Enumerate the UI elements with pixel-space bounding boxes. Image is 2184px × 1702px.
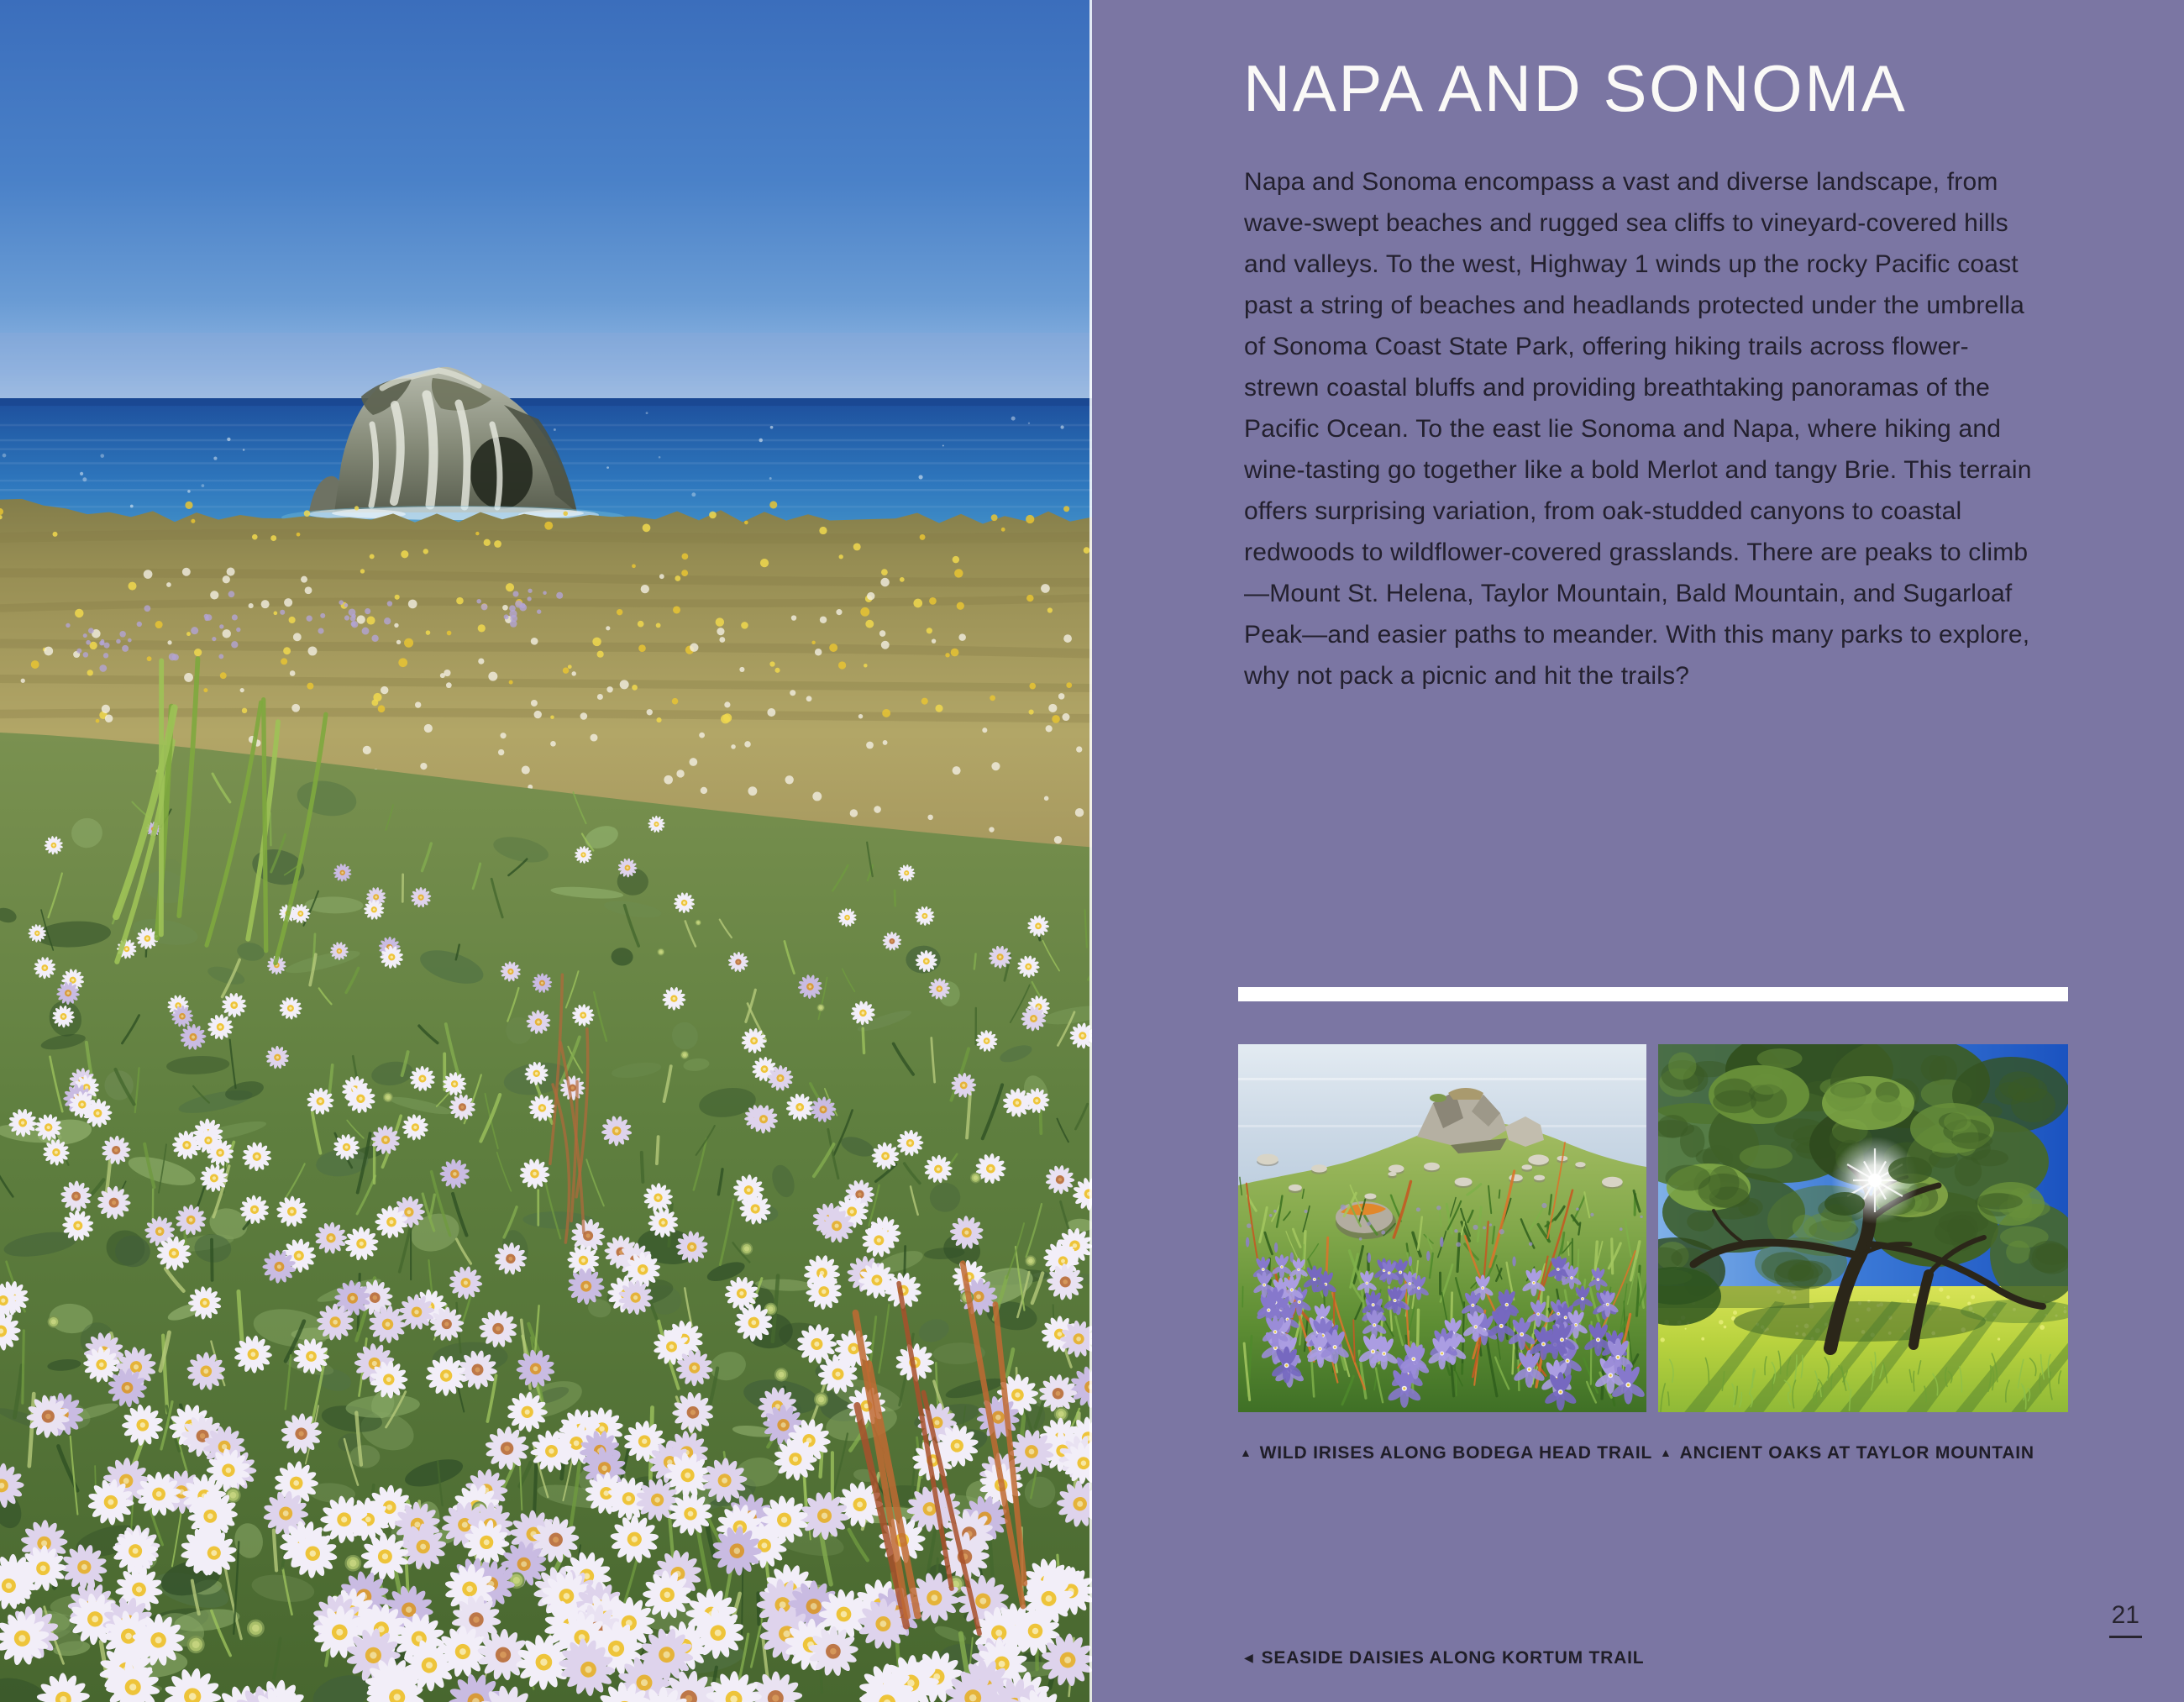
section-divider-rule bbox=[1238, 987, 2068, 1001]
chapter-intro-panel bbox=[1092, 0, 2184, 1702]
left-triangle-icon: ◀ bbox=[1244, 1651, 1254, 1664]
photo-caption-text: WILD IRISES ALONG BODEGA HEAD TRAIL bbox=[1259, 1443, 1653, 1463]
wild-irises-photo-art bbox=[1238, 1044, 1646, 1412]
inset-photo-row bbox=[1238, 1044, 2068, 1412]
photo-caption-irises bbox=[1240, 1443, 1652, 1463]
up-triangle-icon: ▲ bbox=[1240, 1446, 1252, 1459]
up-triangle-icon: ▲ bbox=[1660, 1446, 1672, 1459]
page-number: 21 bbox=[2109, 1601, 2142, 1638]
photo-caption-text: ANCIENT OAKS AT TAYLOR MOUNTAIN bbox=[1679, 1443, 2034, 1463]
ancient-oaks-photo-art bbox=[1658, 1044, 2068, 1412]
page-title: NAPA AND SONOMA bbox=[1243, 51, 1908, 125]
wild-irises-photo bbox=[1238, 1044, 1646, 1412]
photo-caption-oaks bbox=[1660, 1443, 2034, 1463]
photo-caption-main bbox=[1244, 1648, 1644, 1668]
intro-paragraph: Napa and Sonoma encompass a vast and diverse landscape, from wave-swept beaches and rugged sea cliffs to vineyard-covered hills and valleys. To the west, Highway 1 winds up the rocky Pacific coast past a string of beaches and headlands protected under the umbrella of Sonoma Coast State Park, offering hiking trails across flower-strewn coastal bluffs and providing breathtaking panoramas of the Pacific Ocean. To the east lie Sonoma and Napa, where hiking and wine-tasting go together like a bold Merlot and tangy Brie. This terrain offers surprising variation, from oak-studded canyons to coastal redwoods to wildflower-covered grasslands. There are peaks to climb—Mount St. Helena, Taylor Mountain, Bald Mountain, and Sugarloaf Peak—and easier paths to meander. With this many parks to explore, why not pack a picnic and hit the trails? bbox=[1244, 168, 2032, 690]
photo-caption-text: SEASIDE DAISIES ALONG KORTUM TRAIL bbox=[1261, 1648, 1645, 1668]
ancient-oaks-photo bbox=[1658, 1044, 2068, 1412]
